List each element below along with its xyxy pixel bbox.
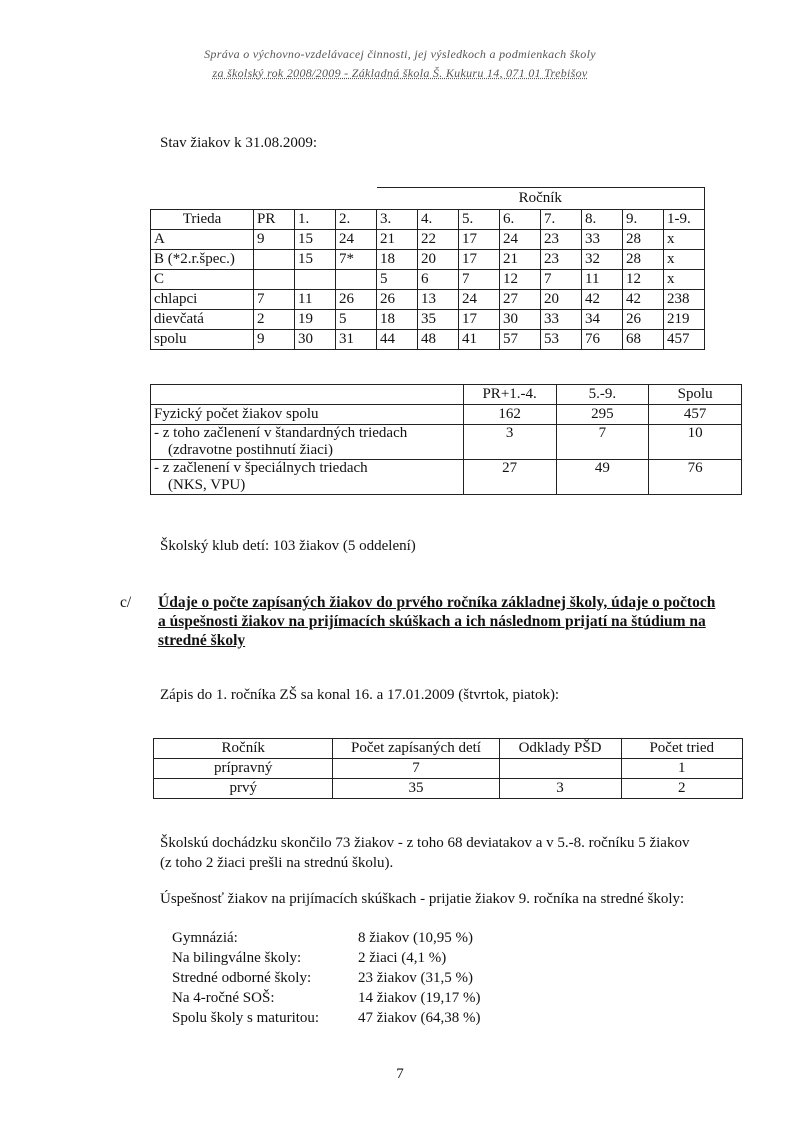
table-cell: 2 <box>621 779 742 799</box>
table-row <box>154 759 743 779</box>
table-cell: 6 <box>418 270 459 290</box>
table-cell: 42 <box>623 290 664 310</box>
table-cell: 162 <box>463 405 556 425</box>
table-cell: 12 <box>500 270 541 290</box>
table-cell: 3 <box>499 779 621 799</box>
row-label: - z začlenení v špeciálnych triedach <box>154 460 368 476</box>
table-row <box>151 330 705 350</box>
table-cell: 457 <box>664 330 705 350</box>
row-label: Fyzický počet žiakov spolu <box>151 405 464 425</box>
attendance-line-2: (z toho 2 žiaci prešli na strednú školu). <box>160 855 394 871</box>
list-item <box>172 1008 480 1028</box>
table-cell: 23 <box>541 230 582 250</box>
table-row <box>151 230 705 250</box>
enrollment-group-row <box>151 188 705 210</box>
table-cell: 35 <box>418 310 459 330</box>
column-header: 1-9. <box>664 210 705 230</box>
table-cell: 26 <box>377 290 418 310</box>
table-cell: 48 <box>418 330 459 350</box>
table-cell: 17 <box>459 250 500 270</box>
column-header: 2. <box>336 210 377 230</box>
admission-value: 2 žiaci (4,1 %) <box>358 949 447 966</box>
table-cell: x <box>664 230 705 250</box>
row-sublabel: (NKS, VPU) <box>168 477 246 493</box>
table-cell: 457 <box>649 405 742 425</box>
column-header: Počet zapísaných detí <box>333 739 499 759</box>
table-cell: prvý <box>154 779 333 799</box>
table-cell: 5 <box>336 310 377 330</box>
table-cell: 49 <box>556 460 649 495</box>
admission-label: Spolu školy s maturitou: <box>172 1009 320 1026</box>
table-cell: 32 <box>582 250 623 270</box>
club-text: Školský klub detí: 103 žiakov (5 oddelení) <box>160 538 416 554</box>
table-row <box>154 779 743 799</box>
table-cell: 7* <box>336 250 377 270</box>
table-cell: prípravný <box>154 759 333 779</box>
table-cell <box>499 759 621 779</box>
table-cell: 21 <box>500 250 541 270</box>
table-cell: 33 <box>541 310 582 330</box>
section-heading-line-1: Údaje o počte zapísaných žiakov do prvého ročníka základnej školy, údaje o počtoch <box>158 594 716 611</box>
table-cell: 238 <box>664 290 705 310</box>
table-cell: 18 <box>377 250 418 270</box>
column-header: PR <box>254 210 295 230</box>
page-number: 7 <box>396 1066 404 1082</box>
header-line-1: Správa o výchovno-vzdelávacej činnosti, jej výsledkoch a podmienkach školy <box>204 47 596 61</box>
table-cell: 9 <box>254 230 295 250</box>
table-cell: 57 <box>500 330 541 350</box>
table-cell: 41 <box>459 330 500 350</box>
table-cell: 24 <box>459 290 500 310</box>
admission-value: 23 žiakov (31,5 %) <box>358 969 473 986</box>
table-row <box>151 425 742 460</box>
table-cell: 9 <box>254 330 295 350</box>
row-label: spolu <box>151 330 254 350</box>
table-cell <box>254 270 295 290</box>
column-header: Ročník <box>154 739 333 759</box>
column-header: 9. <box>623 210 664 230</box>
physical-header-row <box>151 385 742 405</box>
row-label: - z toho začlenení v štandardných triedach <box>154 425 408 441</box>
table-cell: 11 <box>582 270 623 290</box>
column-header: 8. <box>582 210 623 230</box>
table-cell: 24 <box>336 230 377 250</box>
attendance-line-1: Školskú dochádzku skončilo 73 žiakov - z toho 68 deviatakov a v 5.-8. ročníku 5 žiakov <box>160 835 690 851</box>
list-item <box>172 928 480 948</box>
column-header: 6. <box>500 210 541 230</box>
list-item <box>172 988 480 1008</box>
table-cell <box>336 270 377 290</box>
table-cell: 31 <box>336 330 377 350</box>
table-row <box>151 250 705 270</box>
admission-label: Gymnáziá: <box>172 929 238 946</box>
table-cell: 20 <box>541 290 582 310</box>
section-marker: c/ <box>120 594 132 611</box>
table-cell: 27 <box>463 460 556 495</box>
table-cell: 76 <box>582 330 623 350</box>
table-cell: 3 <box>463 425 556 460</box>
enrollment-table <box>150 187 705 350</box>
table-cell: 76 <box>649 460 742 495</box>
list-item <box>172 948 480 968</box>
table-cell: 19 <box>295 310 336 330</box>
table-cell: 26 <box>336 290 377 310</box>
admission-label: Na bilingválne školy: <box>172 949 302 966</box>
section-heading-line-2: a úspešnosti žiakov na prijímacích skúškach a ich následnom prijatí na štúdium na <box>158 613 706 630</box>
table-cell: 219 <box>664 310 705 330</box>
table-cell: 22 <box>418 230 459 250</box>
table-cell: 2 <box>254 310 295 330</box>
table-cell: 7 <box>459 270 500 290</box>
header-line-2: za školský rok 2008/2009 - Základná škola Š. Kukuru 14, 071 01 Trebišov <box>212 66 588 80</box>
table-cell: 7 <box>333 759 499 779</box>
section-heading-line-3: stredné školy <box>158 632 246 649</box>
row-label: C <box>151 270 254 290</box>
column-header: 5. <box>459 210 500 230</box>
table-cell: 17 <box>459 230 500 250</box>
table-cell: 295 <box>556 405 649 425</box>
table-cell <box>254 250 295 270</box>
column-header: 4. <box>418 210 459 230</box>
table-cell: 34 <box>582 310 623 330</box>
admission-label: Na 4-ročné SOŠ: <box>172 989 275 1006</box>
table-cell: 53 <box>541 330 582 350</box>
column-header: 1. <box>295 210 336 230</box>
table-cell: 7 <box>541 270 582 290</box>
table-cell <box>295 270 336 290</box>
table-cell: 26 <box>623 310 664 330</box>
physical-count-table <box>150 384 742 495</box>
column-header: 5.-9. <box>556 385 649 405</box>
admission-value: 8 žiakov (10,95 %) <box>358 929 473 946</box>
admission-label: Stredné odborné školy: <box>172 969 312 986</box>
table-cell: 13 <box>418 290 459 310</box>
table-cell: 27 <box>500 290 541 310</box>
table-cell: 18 <box>377 310 418 330</box>
table-cell: 21 <box>377 230 418 250</box>
table-cell: x <box>664 270 705 290</box>
row-label: B (*2.r.špec.) <box>151 250 254 270</box>
column-header: PR+1.-4. <box>463 385 556 405</box>
table-cell: 33 <box>582 230 623 250</box>
table-cell: 5 <box>377 270 418 290</box>
registration-header-row <box>154 739 743 759</box>
registration-table <box>153 738 743 799</box>
table-cell: 1 <box>621 759 742 779</box>
row-header: Trieda <box>151 210 254 230</box>
group-header: Ročník <box>377 188 705 210</box>
table-cell: 15 <box>295 250 336 270</box>
admission-value: 47 žiakov (64,38 %) <box>358 1009 481 1026</box>
enrollment-title: Stav žiakov k 31.08.2009: <box>160 135 318 151</box>
table-cell: 30 <box>295 330 336 350</box>
table-row <box>151 270 705 290</box>
table-cell: x <box>664 250 705 270</box>
column-header: 7. <box>541 210 582 230</box>
table-cell: 68 <box>623 330 664 350</box>
column-header: Počet tried <box>621 739 742 759</box>
table-cell: 30 <box>500 310 541 330</box>
table-cell: 28 <box>623 250 664 270</box>
column-header: Spolu <box>649 385 742 405</box>
table-cell: 35 <box>333 779 499 799</box>
enrollment-header-row <box>151 210 705 230</box>
table-cell: 10 <box>649 425 742 460</box>
table-row <box>151 405 742 425</box>
table-row <box>151 310 705 330</box>
column-header: Odklady PŠD <box>499 739 621 759</box>
row-label: A <box>151 230 254 250</box>
row-label: dievčatá <box>151 310 254 330</box>
table-cell: 24 <box>500 230 541 250</box>
success-text: Úspešnosť žiakov na prijímacích skúškach - prijatie žiakov 9. ročníka na stredné školy: <box>160 891 685 907</box>
admission-value: 14 žiakov (19,17 %) <box>358 989 481 1006</box>
registration-text: Zápis do 1. ročníka ZŠ sa konal 16. a 17.01.2009 (štvrtok, piatok): <box>160 687 560 703</box>
row-sublabel: (zdravotne postihnutí žiaci) <box>168 442 333 458</box>
admissions-list <box>172 928 480 1028</box>
table-cell: 11 <box>295 290 336 310</box>
table-cell: 12 <box>623 270 664 290</box>
table-cell: 15 <box>295 230 336 250</box>
table-cell: 23 <box>541 250 582 270</box>
table-row <box>151 460 742 495</box>
column-header: 3. <box>377 210 418 230</box>
table-cell: 7 <box>254 290 295 310</box>
table-cell: 42 <box>582 290 623 310</box>
table-cell: 44 <box>377 330 418 350</box>
table-cell: 7 <box>556 425 649 460</box>
list-item <box>172 968 480 988</box>
table-row <box>151 290 705 310</box>
table-cell: 17 <box>459 310 500 330</box>
table-cell: 20 <box>418 250 459 270</box>
row-label: chlapci <box>151 290 254 310</box>
table-cell: 28 <box>623 230 664 250</box>
